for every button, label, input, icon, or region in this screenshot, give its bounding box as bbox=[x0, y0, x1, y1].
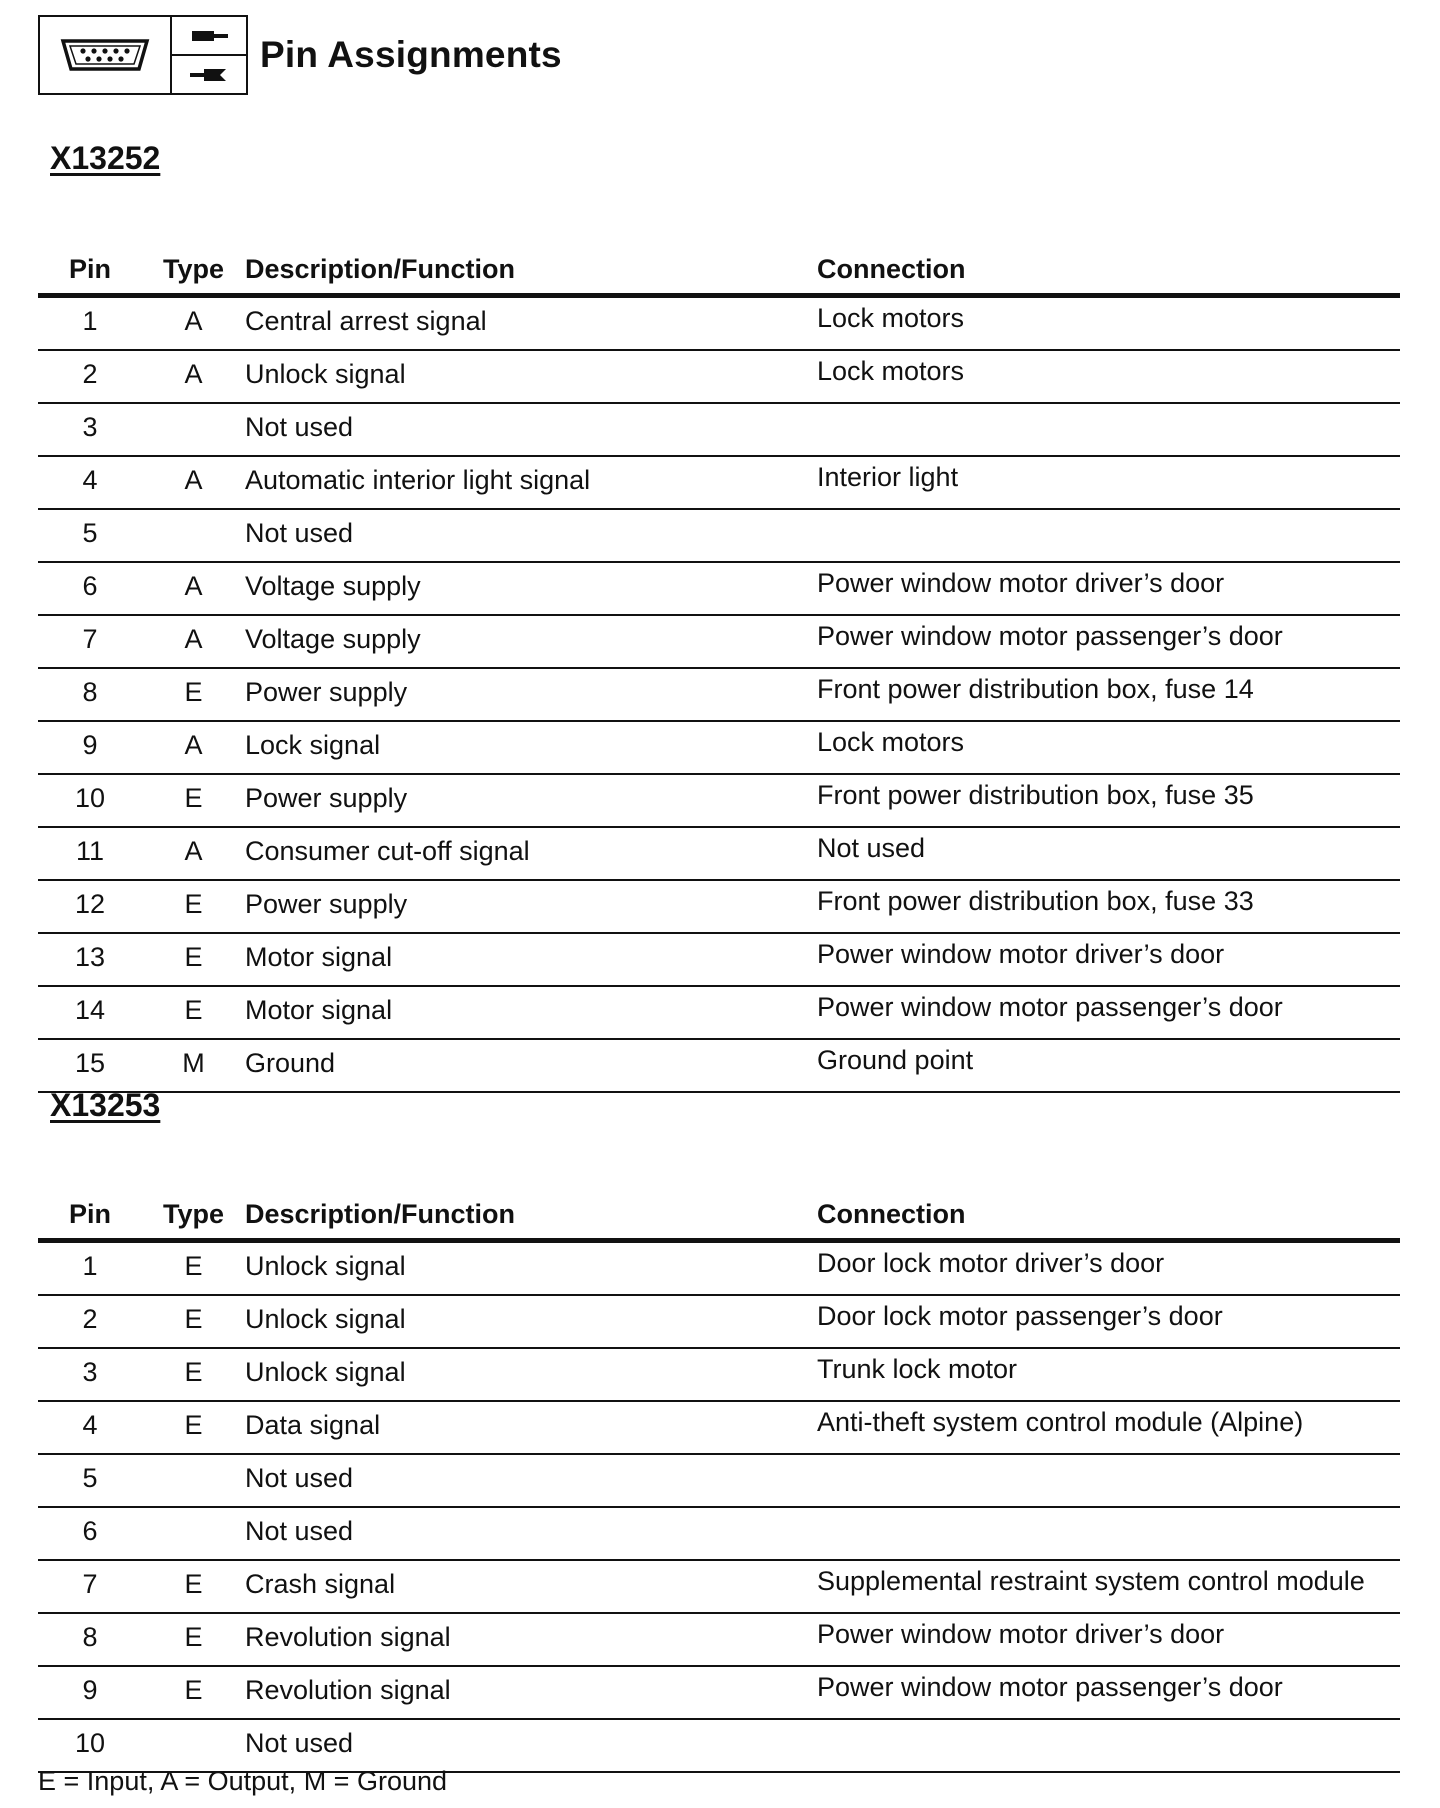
connection-cell: Power window motor passenger’s door bbox=[817, 615, 1400, 668]
table-row bbox=[38, 509, 1400, 562]
table-row bbox=[38, 1295, 1400, 1348]
column-header-connection: Connection bbox=[817, 245, 1400, 296]
description-cell: Consumer cut-off signal bbox=[245, 827, 817, 880]
pin-cell: 10 bbox=[38, 1719, 142, 1772]
connection-cell bbox=[817, 403, 1400, 456]
table-row bbox=[38, 1666, 1400, 1719]
table-header-row bbox=[38, 1190, 1400, 1241]
type-cell: E bbox=[142, 933, 245, 986]
type-cell: E bbox=[142, 1401, 245, 1454]
description-cell: Not used bbox=[245, 509, 817, 562]
description-cell: Unlock signal bbox=[245, 1295, 817, 1348]
type-legend: E = Input, A = Output, M = Ground bbox=[38, 1766, 448, 1796]
table-row bbox=[38, 1401, 1400, 1454]
type-cell: E bbox=[142, 1666, 245, 1719]
connection-cell: Power window motor driver’s door bbox=[817, 562, 1400, 615]
connection-cell: Power window motor driver’s door bbox=[817, 1613, 1400, 1666]
connection-cell: Front power distribution box, fuse 35 bbox=[817, 774, 1400, 827]
type-cell: A bbox=[142, 615, 245, 668]
pin-cell: 2 bbox=[38, 350, 142, 403]
table-row bbox=[38, 1507, 1400, 1560]
connection-cell: Door lock motor driver’s door bbox=[817, 1241, 1400, 1296]
connection-cell: Power window motor passenger’s door bbox=[817, 1666, 1400, 1719]
pin-cell: 10 bbox=[38, 774, 142, 827]
description-cell: Voltage supply bbox=[245, 615, 817, 668]
table-row bbox=[38, 403, 1400, 456]
plug-female-icon bbox=[172, 56, 246, 93]
column-header-pin: Pin bbox=[38, 245, 142, 296]
table-row bbox=[38, 827, 1400, 880]
pin-cell: 15 bbox=[38, 1039, 142, 1092]
pin-cell: 2 bbox=[38, 1295, 142, 1348]
type-cell: A bbox=[142, 827, 245, 880]
connection-cell: Lock motors bbox=[817, 350, 1400, 403]
column-header-description: Description/Function bbox=[245, 1190, 817, 1241]
pin-cell: 4 bbox=[38, 456, 142, 509]
description-cell: Central arrest signal bbox=[245, 296, 817, 351]
type-cell: A bbox=[142, 350, 245, 403]
description-cell: Motor signal bbox=[245, 933, 817, 986]
column-header-description: Description/Function bbox=[245, 245, 817, 296]
pin-cell: 1 bbox=[38, 296, 142, 351]
table-row bbox=[38, 721, 1400, 774]
description-cell: Motor signal bbox=[245, 986, 817, 1039]
connection-cell: Anti-theft system control module (Alpine) bbox=[817, 1401, 1400, 1454]
description-cell: Not used bbox=[245, 403, 817, 456]
type-cell: E bbox=[142, 986, 245, 1039]
pin-cell: 9 bbox=[38, 721, 142, 774]
description-cell: Revolution signal bbox=[245, 1666, 817, 1719]
type-cell: E bbox=[142, 880, 245, 933]
pin-table-x13252 bbox=[38, 245, 1400, 1093]
connection-cell bbox=[817, 1719, 1400, 1772]
page-title: Pin Assignments bbox=[260, 34, 562, 75]
type-cell: M bbox=[142, 1039, 245, 1092]
pin-cell: 7 bbox=[38, 615, 142, 668]
pin-cell: 3 bbox=[38, 1348, 142, 1401]
table-row bbox=[38, 296, 1400, 351]
connection-cell: Trunk lock motor bbox=[817, 1348, 1400, 1401]
table-row bbox=[38, 774, 1400, 827]
pin-cell: 11 bbox=[38, 827, 142, 880]
connection-cell: Power window motor driver’s door bbox=[817, 933, 1400, 986]
table-row bbox=[38, 1719, 1400, 1772]
table-row bbox=[38, 350, 1400, 403]
connection-cell: Door lock motor passenger’s door bbox=[817, 1295, 1400, 1348]
table-row bbox=[38, 1613, 1400, 1666]
table-row bbox=[38, 1454, 1400, 1507]
type-cell: E bbox=[142, 668, 245, 721]
description-cell: Ground bbox=[245, 1039, 817, 1092]
table-row bbox=[38, 456, 1400, 509]
table-row bbox=[38, 880, 1400, 933]
type-cell: E bbox=[142, 1613, 245, 1666]
table-row bbox=[38, 1241, 1400, 1296]
description-cell: Power supply bbox=[245, 774, 817, 827]
pin-cell: 13 bbox=[38, 933, 142, 986]
description-cell: Lock signal bbox=[245, 721, 817, 774]
description-cell: Data signal bbox=[245, 1401, 817, 1454]
description-cell: Not used bbox=[245, 1454, 817, 1507]
pin-cell: 8 bbox=[38, 668, 142, 721]
pin-cell: 3 bbox=[38, 403, 142, 456]
plug-male-icon bbox=[172, 17, 246, 56]
connection-cell: Ground point bbox=[817, 1039, 1400, 1092]
column-header-type: Type bbox=[142, 1190, 245, 1241]
pin-cell: 6 bbox=[38, 1507, 142, 1560]
pin-cell: 7 bbox=[38, 1560, 142, 1613]
type-cell bbox=[142, 1719, 245, 1772]
pin-cell: 6 bbox=[38, 562, 142, 615]
table-row bbox=[38, 668, 1400, 721]
connector-icon-box bbox=[38, 15, 248, 95]
pin-cell: 8 bbox=[38, 1613, 142, 1666]
description-cell: Not used bbox=[245, 1719, 817, 1772]
pin-cell: 4 bbox=[38, 1401, 142, 1454]
pin-cell: 12 bbox=[38, 880, 142, 933]
column-header-type: Type bbox=[142, 245, 245, 296]
connection-cell: Interior light bbox=[817, 456, 1400, 509]
connection-cell: Supplemental restraint system control module bbox=[817, 1560, 1400, 1613]
table-row bbox=[38, 1039, 1400, 1092]
description-cell: Automatic interior light signal bbox=[245, 456, 817, 509]
type-cell: E bbox=[142, 1348, 245, 1401]
connection-cell bbox=[817, 1454, 1400, 1507]
type-cell: A bbox=[142, 562, 245, 615]
description-cell: Power supply bbox=[245, 880, 817, 933]
type-cell: E bbox=[142, 1241, 245, 1296]
type-cell: A bbox=[142, 456, 245, 509]
description-cell: Crash signal bbox=[245, 1560, 817, 1613]
pin-cell: 14 bbox=[38, 986, 142, 1039]
connector-pin-icon bbox=[40, 17, 172, 93]
type-cell: E bbox=[142, 774, 245, 827]
pin-cell: 5 bbox=[38, 1454, 142, 1507]
table-row bbox=[38, 933, 1400, 986]
connector-title-x13252: X13252 bbox=[50, 140, 161, 176]
connection-cell: Front power distribution box, fuse 33 bbox=[817, 880, 1400, 933]
description-cell: Power supply bbox=[245, 668, 817, 721]
table-row bbox=[38, 986, 1400, 1039]
connection-cell: Lock motors bbox=[817, 721, 1400, 774]
type-cell: A bbox=[142, 721, 245, 774]
description-cell: Revolution signal bbox=[245, 1613, 817, 1666]
type-cell bbox=[142, 1507, 245, 1560]
type-cell: E bbox=[142, 1560, 245, 1613]
description-cell: Not used bbox=[245, 1507, 817, 1560]
pin-cell: 1 bbox=[38, 1241, 142, 1296]
type-cell bbox=[142, 1454, 245, 1507]
table-row bbox=[38, 1348, 1400, 1401]
type-cell: A bbox=[142, 296, 245, 351]
column-header-pin: Pin bbox=[38, 1190, 142, 1241]
connection-cell: Power window motor passenger’s door bbox=[817, 986, 1400, 1039]
table-row bbox=[38, 615, 1400, 668]
connection-cell bbox=[817, 1507, 1400, 1560]
description-cell: Unlock signal bbox=[245, 350, 817, 403]
type-cell bbox=[142, 509, 245, 562]
connection-cell bbox=[817, 509, 1400, 562]
pin-cell: 9 bbox=[38, 1666, 142, 1719]
table-row bbox=[38, 1560, 1400, 1613]
description-cell: Unlock signal bbox=[245, 1241, 817, 1296]
column-header-connection: Connection bbox=[817, 1190, 1400, 1241]
table-header-row bbox=[38, 245, 1400, 296]
connection-cell: Front power distribution box, fuse 14 bbox=[817, 668, 1400, 721]
description-cell: Voltage supply bbox=[245, 562, 817, 615]
pin-table-x13253 bbox=[38, 1190, 1400, 1773]
page-header bbox=[38, 14, 562, 96]
type-cell bbox=[142, 403, 245, 456]
connector-title-x13253: X13253 bbox=[50, 1087, 161, 1123]
connection-cell: Not used bbox=[817, 827, 1400, 880]
description-cell: Unlock signal bbox=[245, 1348, 817, 1401]
pin-cell: 5 bbox=[38, 509, 142, 562]
type-cell: E bbox=[142, 1295, 245, 1348]
table-row bbox=[38, 562, 1400, 615]
connection-cell: Lock motors bbox=[817, 296, 1400, 351]
